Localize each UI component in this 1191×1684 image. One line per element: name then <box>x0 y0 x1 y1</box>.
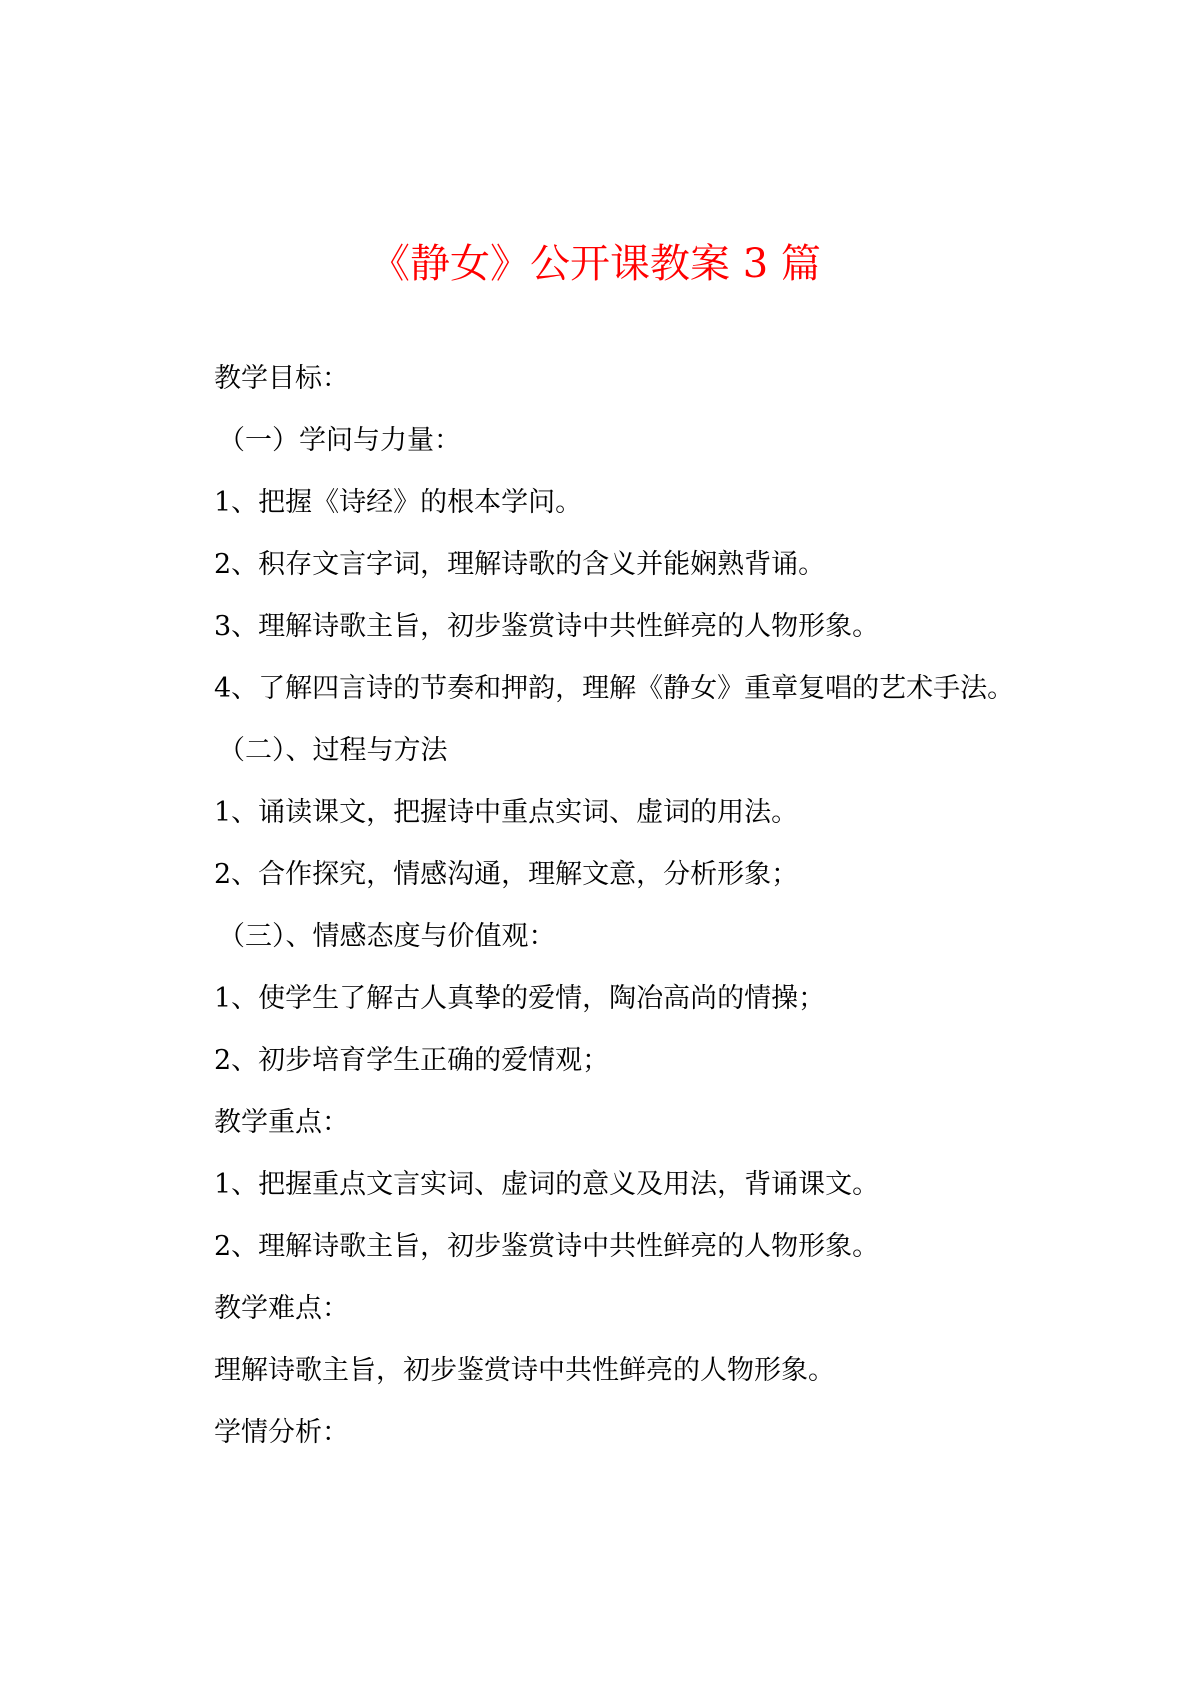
section-heading-key-points: 教学重点： <box>214 1107 349 1138</box>
list-item: 3、理解诗歌主旨，初步鉴赏诗中共性鲜亮的人物形象。 <box>214 611 880 642</box>
subheading-knowledge-ability: （一）学问与力量： <box>218 425 461 456</box>
subheading-process-method: （二）、过程与方法 <box>218 735 448 766</box>
list-item: 2、初步培育学生正确的爱情观； <box>214 1045 610 1076</box>
list-item: 1、把握重点文言实词、虚词的意义及用法，背诵课文。 <box>214 1169 880 1200</box>
list-item: 2、合作探究，情感沟通，理解文意，分析形象； <box>214 859 799 890</box>
section-heading-teaching-goals: 教学目标： <box>214 363 349 394</box>
document-title: 《静女》公开课教案 3 篇 <box>370 241 821 287</box>
list-item: 2、积存文言字词，理解诗歌的含义并能娴熟背诵。 <box>214 549 826 580</box>
subheading-attitude-values: （三）、情感态度与价值观： <box>218 921 556 952</box>
section-heading-difficulties: 教学难点： <box>214 1293 349 1324</box>
document-body <box>214 360 1114 1476</box>
list-item: 4、了解四言诗的节奏和押韵，理解《静女》重章复唱的艺术手法。 <box>214 673 1015 704</box>
list-item: 1、把握《诗经》的根本学问。 <box>214 487 583 518</box>
section-heading-student-analysis: 学情分析： <box>214 1417 349 1448</box>
list-item: 1、诵读课文，把握诗中重点实词、虚词的用法。 <box>214 797 799 828</box>
list-item: 1、使学生了解古人真挚的爱情，陶冶高尚的情操； <box>214 983 826 1014</box>
paragraph: 理解诗歌主旨，初步鉴赏诗中共性鲜亮的人物形象。 <box>214 1355 835 1386</box>
list-item: 2、理解诗歌主旨，初步鉴赏诗中共性鲜亮的人物形象。 <box>214 1231 880 1262</box>
